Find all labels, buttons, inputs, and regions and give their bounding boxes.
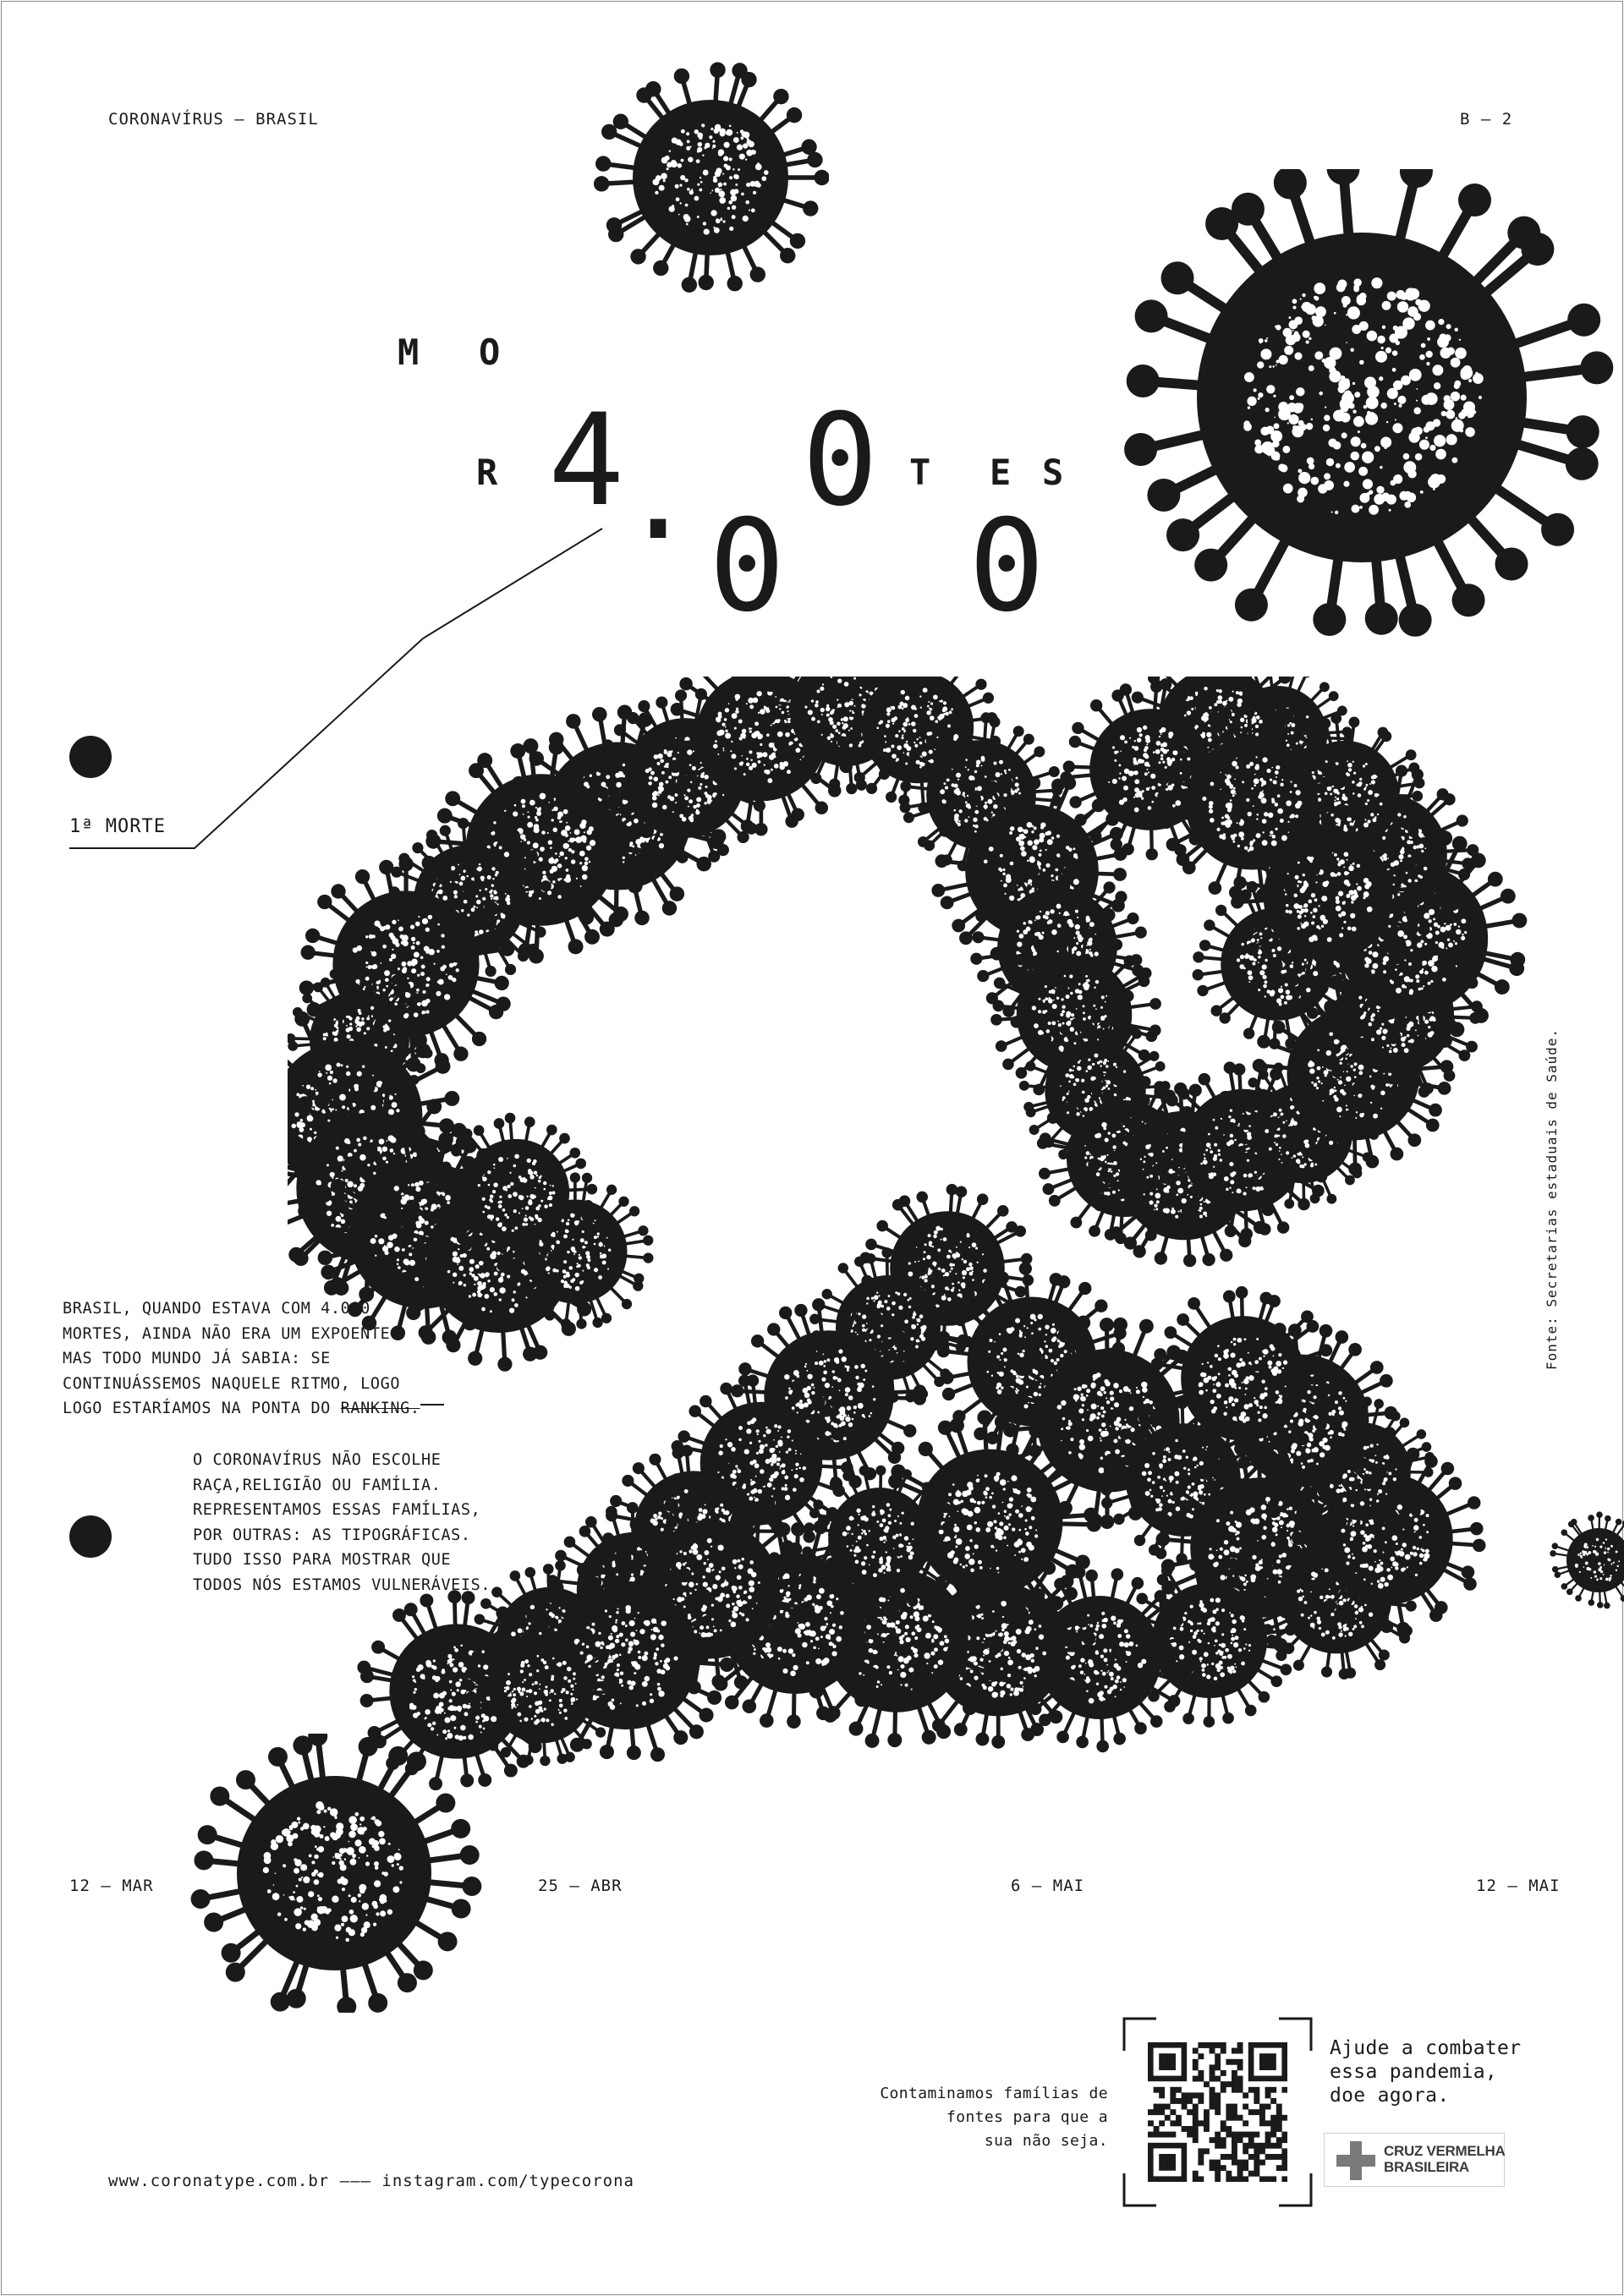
hero-digit-point: . <box>620 421 697 568</box>
hero-digit-0: 0 <box>802 387 879 534</box>
logo-text: CRUZ VERMELHA BRASILEIRA <box>1384 2143 1506 2175</box>
hero-letter-e: E <box>990 452 1012 493</box>
hero-digit-0: 0 <box>968 493 1045 640</box>
timeline-dot <box>69 736 112 778</box>
qr-code[interactable] <box>1148 2042 1287 2182</box>
header-right: B — 2 <box>1460 110 1513 129</box>
red-cross-icon <box>1336 2141 1375 2180</box>
ranking-strikethrough: RANKING. <box>340 1400 420 1417</box>
header-left: CORONAVÍRUS — BRASIL <box>108 110 319 129</box>
timeline-label-mar12: 12 — MAR <box>69 1877 154 1895</box>
timeline-label-abr25: 25 — ABR <box>538 1877 623 1895</box>
timeline-label-mai6: 6 — MAI <box>1011 1877 1085 1895</box>
hero-letter-s: S <box>1042 452 1064 493</box>
cruz-vermelha-logo[interactable] <box>1324 2133 1505 2187</box>
footer-links[interactable]: www.coronatype.com.br ——— instagram.com/typecorona <box>108 2172 634 2190</box>
hero-letter-m: M <box>398 332 420 373</box>
hero-digit-4: 4 <box>548 387 625 534</box>
first-death-label: 1ª MORTE <box>69 816 166 837</box>
hero-letter-r: R <box>476 452 498 493</box>
hero-letter-t: T <box>909 452 931 493</box>
body-paragraph-1-text: BRASIL, QUANDO ESTAVA COM 4.000 MORTES, AINDA NÃO ERA UM EXPOENTE. MAS TODO MUNDO JÁ SABIA: SE CONTINUÁSSEMOS NAQUELE RITMO, LOGO LOGO ESTARÍAMOS NA PONTA DO <box>63 1300 401 1417</box>
body-paragraph-2: O CORONAVÍRUS NÃO ESCOLHE RAÇA,RELIGIÃO OU FAMÍLIA. REPRESENTAMOS ESSAS FAMÍLIAS, POR OUTRAS: AS TIPOGRÁFICAS. TUDO ISSO PARA MOSTRAR QUE TODOS NÓS ESTAMOS VULNERÁVEIS. <box>193 1451 491 1594</box>
body-paragraph-1 <box>63 1296 444 1422</box>
hero-digit-0: 0 <box>709 493 786 640</box>
hero-letter-o: O <box>479 332 501 373</box>
footer-tagline: Contaminamos famílias de fontes para que a sua não seja. <box>880 2085 1108 2150</box>
timeline-dot <box>69 1515 112 1558</box>
timeline-label-mai12: 12 — MAI <box>1476 1877 1561 1895</box>
source-credit: Fonte: Secretarias estaduais de Saúde. <box>1544 1027 1560 1370</box>
donate-cta: Ajude a combater essa pandemia, doe agora. <box>1330 2037 1522 2107</box>
